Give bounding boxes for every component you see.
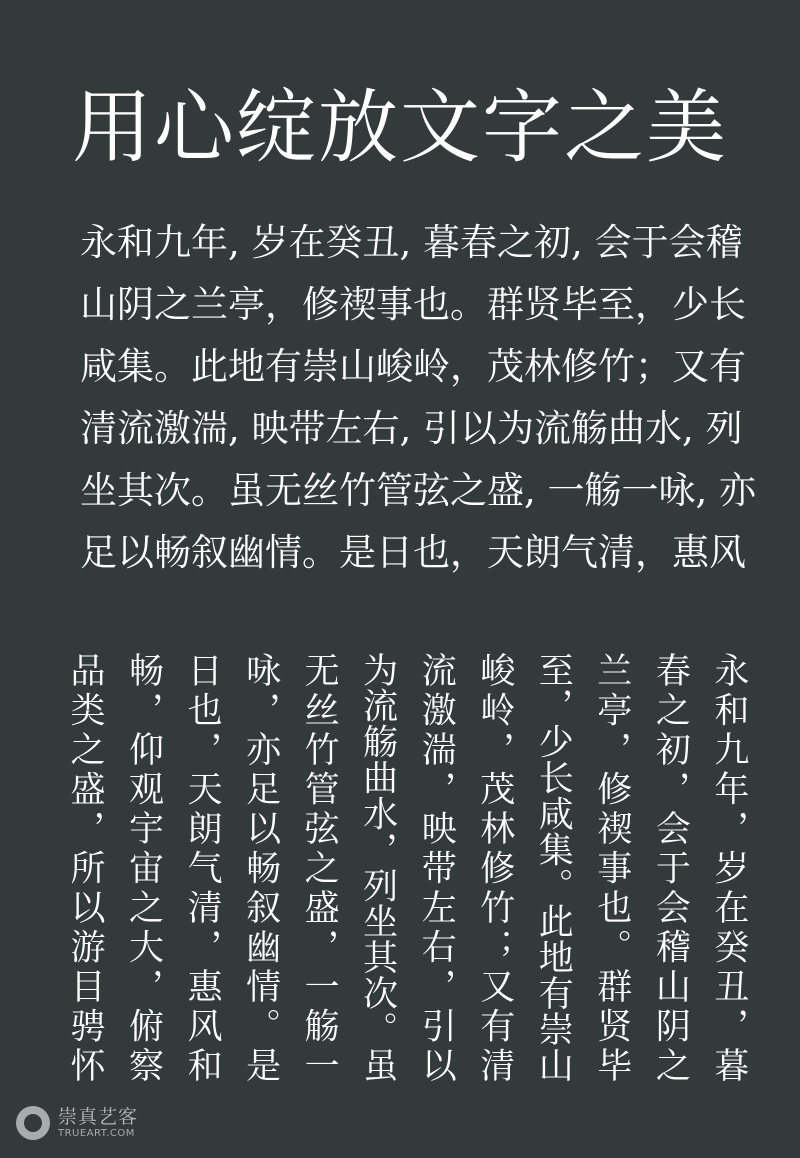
horizontal-line: 山阴之兰亭，修禊事也。群贤毕至，少长: [80, 283, 746, 326]
watermark-text: [58, 1106, 138, 1140]
vertical-column: 流激湍，映带左右，引以: [416, 652, 457, 1082]
vertical-column: 永和九年，岁在癸丑，暮: [708, 652, 749, 1082]
vertical-column: 峻岭，茂林修竹；又有清: [474, 652, 515, 1082]
watermark-name: 崇真艺客: [58, 1106, 139, 1128]
vertical-column: 畅，仰观宇宙之大，俯察: [123, 652, 164, 1082]
horizontal-text-block: [80, 212, 757, 584]
vertical-column: 咏，亦足以畅叙幽情。是: [240, 652, 281, 1082]
horizontal-line: 永和九年, 岁在癸丑, 暮春之初, 会于会稽: [80, 221, 743, 264]
trueart-logo-icon: [16, 1106, 50, 1140]
page-title: 用心绽放文字之美: [72, 81, 728, 174]
vertical-column: 品类之盛，所以游目骋怀: [65, 652, 105, 1082]
vertical-column: 无丝竹管弦之盛，一觞一: [299, 652, 340, 1082]
vertical-column: 至，少长咸集。此地有崇山: [533, 652, 574, 1082]
vertical-column: 兰亭，修禊事也。群贤毕: [591, 652, 632, 1082]
horizontal-line: 清流激湍, 映带左右, 引以为流觞曲水, 列: [80, 407, 743, 450]
horizontal-line: 坐其次。虽无丝竹管弦之盛, 一觞一咏, 亦: [80, 469, 757, 512]
horizontal-line: 足以畅叙幽情。是日也，天朗气清，惠风: [80, 531, 746, 574]
vertical-column: 春之初，会于会稽山阴之: [650, 652, 691, 1082]
vertical-column: 为流觞曲水，列坐其次。虽: [357, 652, 398, 1082]
watermark-url: TRUEART.COM: [58, 1128, 135, 1139]
horizontal-line: 咸集。此地有崇山峻岭，茂林修竹；又有: [80, 345, 746, 388]
watermark: [16, 1106, 138, 1140]
vertical-text-block: [62, 652, 752, 1082]
vertical-column: 日也，天朗气清，惠风和: [182, 652, 223, 1082]
